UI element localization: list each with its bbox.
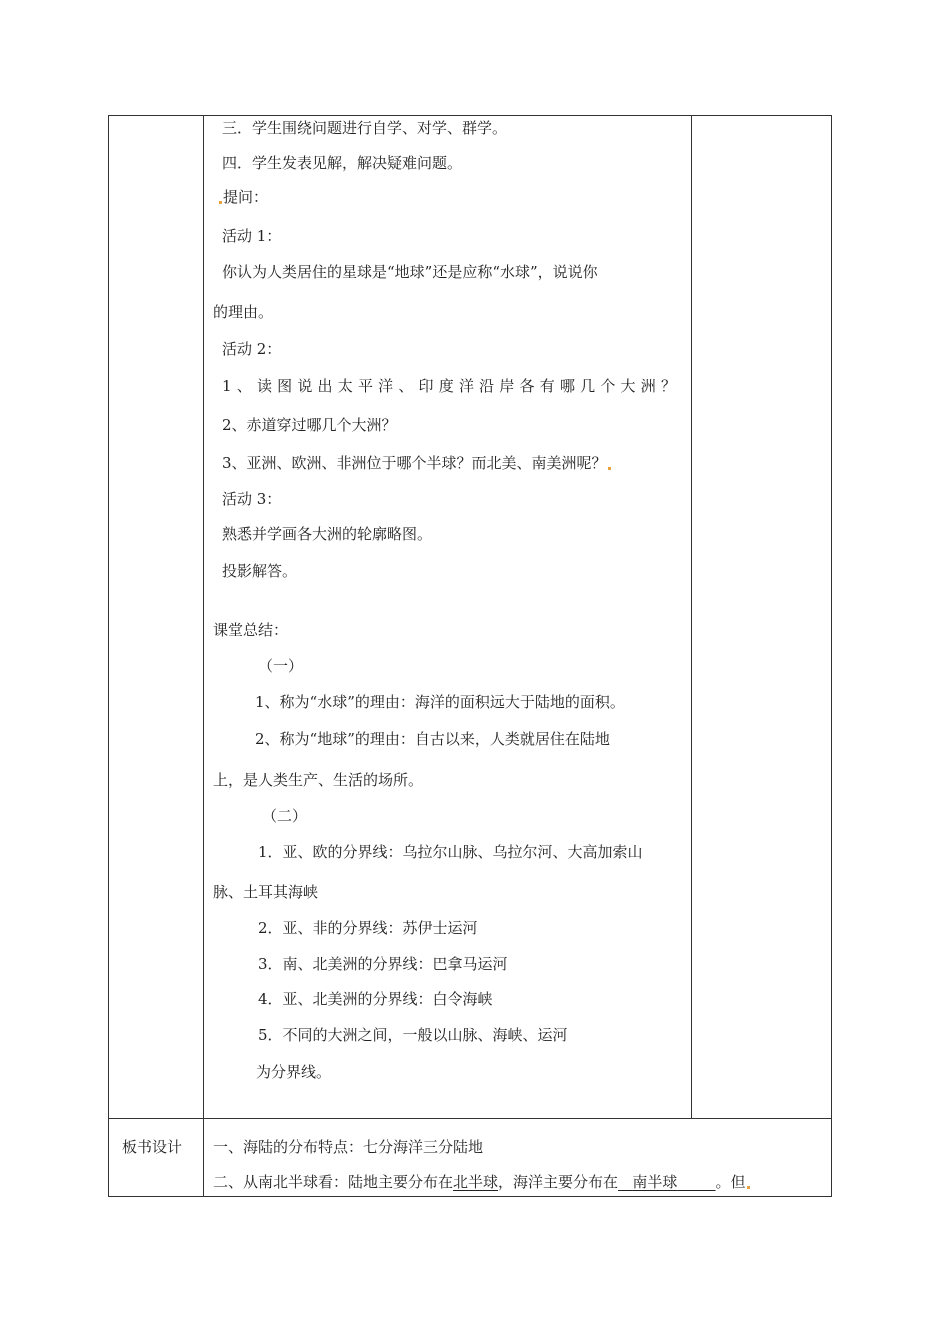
summary-part1-item2-line1: 2、称为“地球”的理由：自古以来，人类就居住在陆地 bbox=[255, 730, 610, 748]
table-border-bottom bbox=[108, 1196, 832, 1197]
board-line2-suffix: 。但 bbox=[715, 1173, 746, 1191]
board-blank-south bbox=[618, 1173, 715, 1191]
summary-part1-item2-line2: 上，是人类生产、生活的场所。 bbox=[213, 771, 424, 789]
summary-part2-label: （二） bbox=[262, 807, 308, 825]
board-design-label: 板书设计 bbox=[122, 1138, 183, 1156]
summary-part1-item1: 1、称为“水球”的理由：海洋的面积远大于陆地的面积。 bbox=[255, 693, 625, 711]
edit-mark bbox=[608, 467, 611, 470]
activity2-question2: 2、赤道穿过哪几个大洲？ bbox=[222, 416, 397, 434]
activity2-question3-text: 3、亚洲、欧洲、非洲位于哪个半球？而北美、南美洲呢？ bbox=[222, 454, 607, 472]
activity3-title: 活动 3： bbox=[222, 490, 282, 508]
summary-part2-item4: 4．亚、北美洲的分界线：白令海峡 bbox=[258, 990, 493, 1008]
table-border-col1 bbox=[203, 115, 204, 1197]
board-line2-mid: ，海洋主要分布在 bbox=[498, 1173, 619, 1191]
edit-mark bbox=[747, 1186, 750, 1189]
board-line2 bbox=[213, 1172, 751, 1192]
table-border-left bbox=[108, 115, 109, 1197]
activity2-question1: 1、读图说出太平洋、印度洋沿岸各有哪几个大洲？ bbox=[222, 377, 682, 395]
step-three: 三．学生围绕问题进行自学、对学、群学。 bbox=[222, 119, 508, 137]
activity1-title: 活动 1： bbox=[222, 227, 282, 245]
activity2-question3 bbox=[222, 453, 612, 473]
table-border-right bbox=[831, 115, 832, 1197]
summary-part1-label: （一） bbox=[258, 657, 304, 675]
edit-mark bbox=[219, 201, 222, 204]
board-line2-prefix: 二、从南北半球看：陆地主要分布在 bbox=[213, 1173, 454, 1191]
activity2-title: 活动 2： bbox=[222, 340, 282, 358]
table-border-top bbox=[108, 115, 832, 116]
summary-title: 课堂总结： bbox=[213, 621, 289, 639]
board-blank-north: 北半球 bbox=[453, 1173, 499, 1191]
activity3-task: 熟悉并学画各大洲的轮廓略图。 bbox=[222, 525, 433, 543]
activity3-note: 投影解答。 bbox=[222, 562, 298, 580]
activity1-line2: 的理由。 bbox=[213, 303, 274, 321]
board-line1: 一、海陆的分布特点：七分海洋三分陆地 bbox=[213, 1138, 484, 1156]
summary-part2-item5-line2: 为分界线。 bbox=[256, 1063, 332, 1081]
summary-part2-item3: 3．南、北美洲的分界线：巴拿马运河 bbox=[258, 955, 508, 973]
table-border-col2 bbox=[691, 115, 692, 1118]
activity1-line1: 你认为人类居住的星球是“地球”还是应称“水球”，说说你 bbox=[222, 263, 598, 281]
summary-part2-item1-line1: 1．亚、欧的分界线：乌拉尔山脉、乌拉尔河、大高加索山 bbox=[258, 843, 643, 861]
step-four-text: 四．学生发表见解，解决疑难问题。 bbox=[222, 154, 463, 172]
table-border-row-split bbox=[108, 1118, 832, 1119]
summary-part2-item1-line2: 脉、土耳其海峡 bbox=[213, 883, 319, 901]
summary-part2-item2: 2．亚、非的分界线：苏伊士运河 bbox=[258, 919, 478, 937]
question-label bbox=[218, 187, 268, 207]
board-blank-south-text: 南半球 bbox=[632, 1173, 678, 1191]
step-four bbox=[222, 153, 462, 173]
summary-part2-item5-line1: 5．不同的大洲之间，一般以山脉、海峡、运河 bbox=[258, 1026, 568, 1044]
question-label-text: 提问： bbox=[223, 188, 269, 206]
